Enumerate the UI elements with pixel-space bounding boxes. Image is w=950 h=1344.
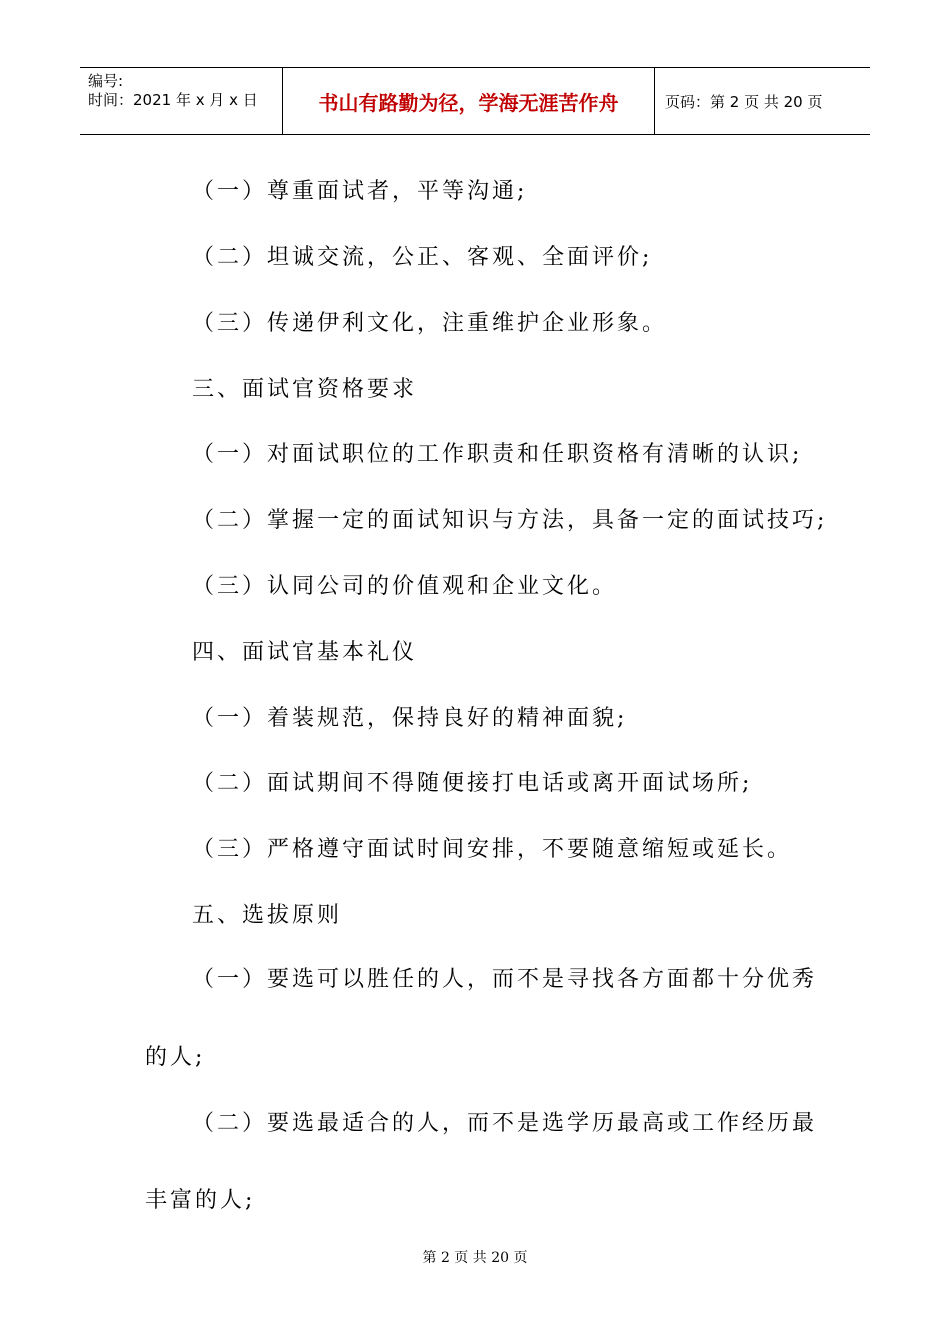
- section-heading: 三、面试官资格要求: [192, 377, 418, 402]
- paragraph-line: （一）要选可以胜任的人，而不是寻找各方面都十分优秀: [192, 967, 818, 992]
- paragraph-line: （一）着装规范，保持良好的精神面貌;: [192, 706, 628, 731]
- number-label: 编号:: [88, 72, 124, 90]
- section-heading: 四、面试官基本礼仪: [192, 640, 418, 665]
- paragraph-line: 丰富的人;: [145, 1188, 256, 1213]
- time-label: 时间：2021 年 x 月 x 日: [88, 91, 258, 109]
- paragraph-line: （一）对面试职位的工作职责和任职资格有清晰的认识;: [192, 442, 803, 467]
- paragraph-line: （三）严格遵守面试时间安排，不要随意缩短或延长。: [192, 837, 793, 862]
- page-header: [80, 67, 870, 135]
- header-motto: 书山有路勤为径，学海无涯苦作舟: [283, 68, 655, 134]
- paragraph-line: （二）掌握一定的面试知识与方法，具备一定的面试技巧;: [192, 508, 828, 533]
- paragraph-line: 的人;: [145, 1045, 206, 1070]
- paragraph-line: （二）坦诚交流，公正、客观、全面评价;: [192, 245, 653, 270]
- paragraph-line: （一）尊重面试者，平等沟通;: [192, 179, 528, 204]
- paragraph-line: （三）认同公司的价值观和企业文化。: [192, 574, 618, 599]
- paragraph-line: （三）传递伊利文化，注重维护企业形象。: [192, 311, 668, 336]
- paragraph-line: （二）面试期间不得随便接打电话或离开面试场所;: [192, 771, 753, 796]
- page-footer: 第 2 页 共 20 页: [422, 1250, 528, 1266]
- section-heading: 五、选拔原则: [192, 903, 343, 928]
- header-meta: [80, 68, 283, 134]
- paragraph-line: （二）要选最适合的人，而不是选学历最高或工作经历最: [192, 1111, 818, 1136]
- header-page-info: 页码：第 2 页 共 20 页: [665, 92, 823, 111]
